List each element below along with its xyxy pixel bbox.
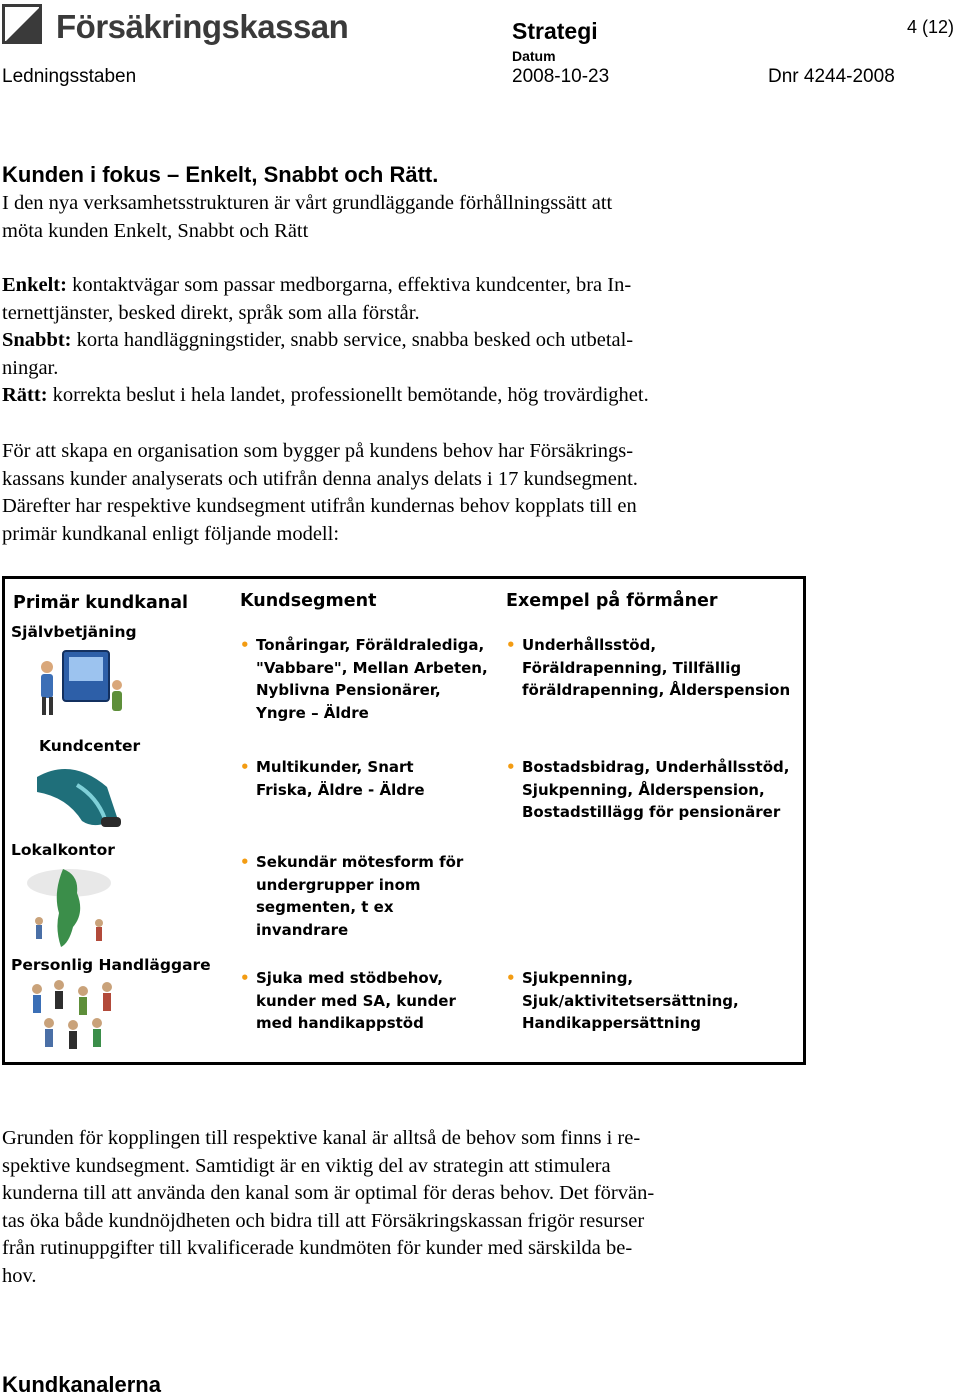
- term-ratt: Rätt:: [2, 384, 48, 406]
- definitions: [2, 272, 772, 410]
- cell-line: kunder med SA, kunder: [256, 991, 456, 1010]
- cell-line: Friska, Äldre - Äldre: [256, 780, 425, 799]
- document-type: Strategi: [512, 18, 598, 44]
- channel-label: Självbetjäning: [11, 623, 137, 641]
- cell-line: Sekundär mötesform för: [256, 853, 464, 871]
- text-line: primär kundkanal enligt följande modell:: [2, 522, 340, 545]
- segment-cell: [240, 967, 456, 1035]
- bullet-icon: •: [506, 758, 516, 776]
- cell-line: Nyblivna Pensionärer,: [256, 681, 441, 699]
- self-service-illustration: [27, 645, 127, 723]
- text-line: I den nya verksamhetsstrukturen är vårt grundläggande förhållningssätt att: [2, 192, 613, 214]
- text-line: Grunden för kopplingen till respektive kanal är alltså de behov som finns i re-: [2, 1127, 641, 1149]
- segment-cell: [240, 851, 464, 941]
- text-line: spektive kundsegment. Samtidigt är en viktig del av strategin att stimulera: [2, 1154, 611, 1177]
- cell-line: Sjukpenning,: [522, 969, 634, 987]
- cell-line: Bostadsbidrag, Underhållsstöd,: [522, 758, 790, 776]
- bullet-icon: •: [240, 758, 250, 776]
- reference-number: Dnr 4244-2008: [768, 66, 895, 87]
- term-enkelt: Enkelt:: [2, 274, 67, 296]
- definition-enkelt: [2, 272, 772, 300]
- cell-line: Multikunder, Snart: [256, 758, 414, 776]
- text-line: Därefter har respektive kundsegment utifrån kundernas behov kopplats till en: [2, 495, 637, 517]
- channel-model-figure: [2, 576, 806, 1065]
- intro-paragraph: [2, 190, 772, 245]
- cell-line: Föräldrapenning, Tillfällig: [522, 658, 742, 677]
- cell-line: Sjuka med stödbehov,: [256, 969, 443, 987]
- cell-line: Tonåringar, Föräldralediga,: [256, 636, 485, 654]
- cell-line: invandrare: [256, 920, 349, 939]
- benefits-cell: [506, 756, 790, 824]
- col-header-channel: Primär kundkanal: [13, 593, 189, 613]
- channel-label: Lokalkontor: [11, 841, 115, 859]
- segment-cell: [240, 756, 425, 801]
- cell-line: undergrupper inom: [256, 875, 421, 894]
- text-line: kassans kunder analyserats och utifrån denna analys delats i 17 kundsegment.: [2, 467, 638, 490]
- department: Ledningsstaben: [2, 66, 137, 87]
- phone-headset-illustration: [27, 757, 127, 841]
- cell-line: segmenten, t ex: [256, 898, 394, 916]
- col-header-benefits: Exempel på förmåner: [506, 591, 718, 611]
- col-header-segment: Kundsegment: [240, 591, 377, 611]
- text-line: tas öka både kundnöjdheten och bidra till att Försäkringskassan frigör resurser: [2, 1209, 645, 1232]
- cell-line: med handikappstöd: [256, 1014, 424, 1032]
- document-date: 2008-10-23: [512, 66, 610, 87]
- definition-ratt: [2, 382, 772, 410]
- cell-line: Sjukpenning, Ålderspension,: [522, 780, 765, 799]
- next-section-heading: Kundkanalerna: [2, 1372, 161, 1397]
- cell-line: "Vabbare", Mellan Arbeten,: [256, 658, 488, 677]
- channel-label: Kundcenter: [39, 737, 141, 755]
- people-group-illustration: [23, 977, 123, 1063]
- text-line: korta handläggningstider, snabb service, snabba besked och utbetal-: [71, 329, 634, 351]
- channel-label: Personlig Handläggare: [11, 956, 211, 974]
- cell-line: Yngre – Äldre: [256, 703, 369, 722]
- cell-line: föräldrapenning, Ålderspension: [522, 681, 791, 699]
- cell-line: Sjuk/aktivitetsersättning,: [522, 991, 739, 1010]
- logo-icon: [2, 4, 42, 44]
- bullet-icon: •: [240, 853, 250, 871]
- text-line: kunderna till att använda den kanal som är optimal för deras behov. Det förvän-: [2, 1182, 655, 1204]
- segment-paragraph: [2, 438, 772, 548]
- bullet-icon: •: [506, 636, 516, 654]
- bullet-icon: •: [240, 969, 250, 987]
- text-line: korrekta beslut i hela landet, professionellt bemötande, hög trovärdighet.: [47, 384, 649, 406]
- text-line: från rutinuppgifter till kvalificerade kundmöten för kunder med särskilda be-: [2, 1237, 633, 1259]
- text-line: kontaktvägar som passar medborgarna, effektiva kundcenter, bra In-: [66, 274, 632, 296]
- definition-snabbt: [2, 327, 772, 355]
- text-line: möta kunden Enkelt, Snabbt och Rätt: [2, 219, 309, 242]
- closing-paragraph: [2, 1125, 772, 1290]
- org-logo-text: Försäkringskassan: [56, 8, 349, 45]
- cell-line: Bostadstillägg för pensionärer: [522, 803, 781, 821]
- benefits-cell: [506, 634, 791, 702]
- cell-line: Underhållsstöd,: [522, 636, 657, 654]
- bullet-icon: •: [240, 636, 250, 654]
- bullet-icon: •: [506, 969, 516, 987]
- text-line: hov.: [2, 1264, 37, 1287]
- date-label: Datum: [512, 48, 556, 64]
- term-snabbt: Snabbt:: [2, 329, 72, 351]
- cell-line: Handikappersättning: [522, 1014, 702, 1032]
- text-line: För att skapa en organisation som bygger på kundens behov har Försäkrings-: [2, 440, 634, 462]
- text-line: ningar.: [2, 356, 59, 379]
- benefits-cell: [506, 967, 739, 1035]
- page-number: 4 (12): [907, 17, 955, 37]
- sweden-map-illustration: [19, 863, 119, 953]
- section-heading: Kunden i fokus – Enkelt, Snabbt och Rätt.: [2, 162, 439, 187]
- text-line: ternettjänster, besked direkt, språk som alla förstår.: [2, 301, 420, 324]
- segment-cell: [240, 634, 488, 724]
